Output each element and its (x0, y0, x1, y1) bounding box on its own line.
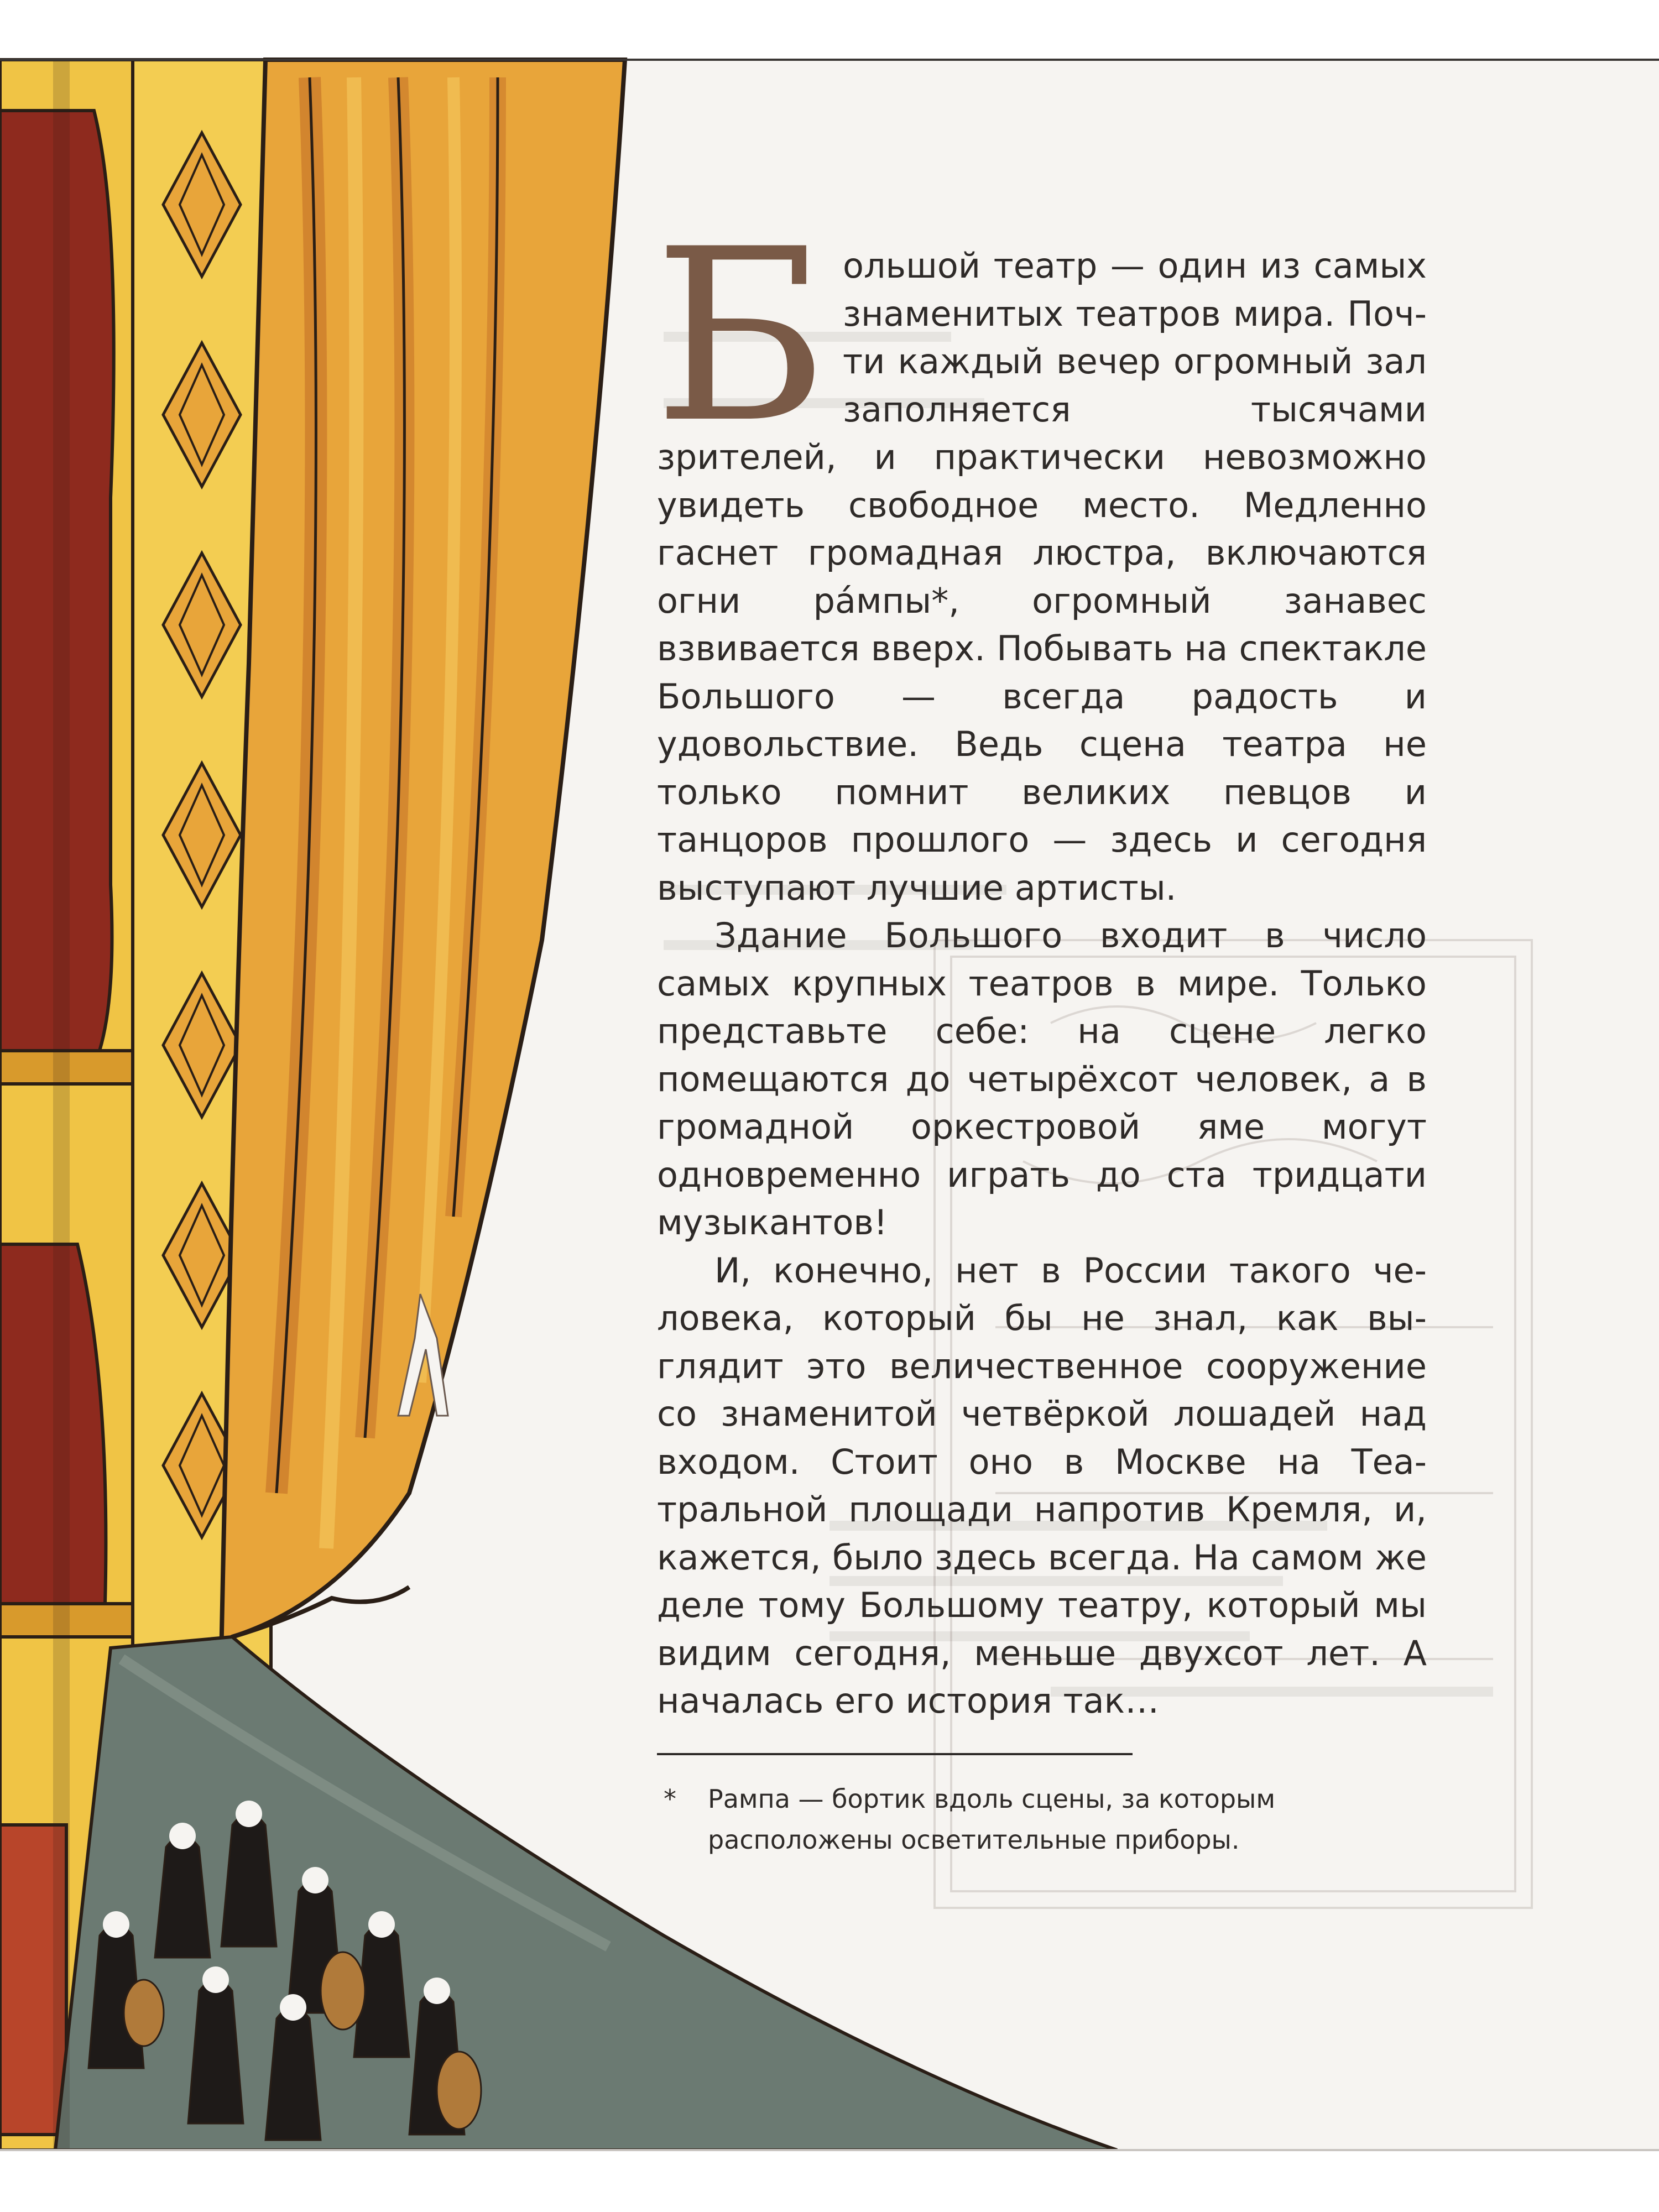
paragraph-1 (654, 199, 1427, 912)
paragraph-3: И, конечно, нет в России такого человека, который бы не знал, как выглядит это величественное сооружение со знаменитой четвёркой лошадей над входом. Стоит оно в Москве на Театральной площади напротив Кремля, и, кажется, было здесь всегда. На самом же деле тому Большому театру, который мы видим сегодня, меньше двухсот лет. А началась его история так… (657, 1250, 1427, 1721)
drop-cap: Б (654, 199, 828, 475)
footnote-line-2: расположены осветительные приборы. (708, 1825, 1240, 1855)
footnote-divider (657, 1753, 1133, 1755)
paragraph-2: Здание Большого входит в число самых крупных театров в мире. Только представьте себе: на сцене легко помещаются до четырёхсот человек, а в громадной оркестровой яме могут одновременно играть до ста тридцати музыкантов! (657, 915, 1427, 1243)
paragraph-1-text: ольшой театр — один из самых знаменитых театров мира. Почти каждый вечер огромный зал заполняется тысячами зрителей, и практически невозможно увидеть свободное место. Медленно гаснет громадная люстра, включаются огни ра́мпы*, огромный занавес взвивается вверх. Побывать на спектакле Большого — всегда радость и удовольствие. Ведь сцена театра не только помнит великих певцов и танцоров прошлого — здесь и сегодня выступают лучшие артисты. (657, 246, 1427, 908)
footnote-line-1: Рампа — бортик вдоль сцены, за которым (708, 1784, 1276, 1814)
main-curtain (221, 60, 625, 1659)
book-gutter-shadow (53, 60, 70, 2150)
page-bottom-margin (0, 2150, 1659, 2212)
article-text (654, 199, 1427, 1725)
footnote (664, 1778, 1438, 1860)
footnote-marker: * (664, 1784, 676, 1814)
